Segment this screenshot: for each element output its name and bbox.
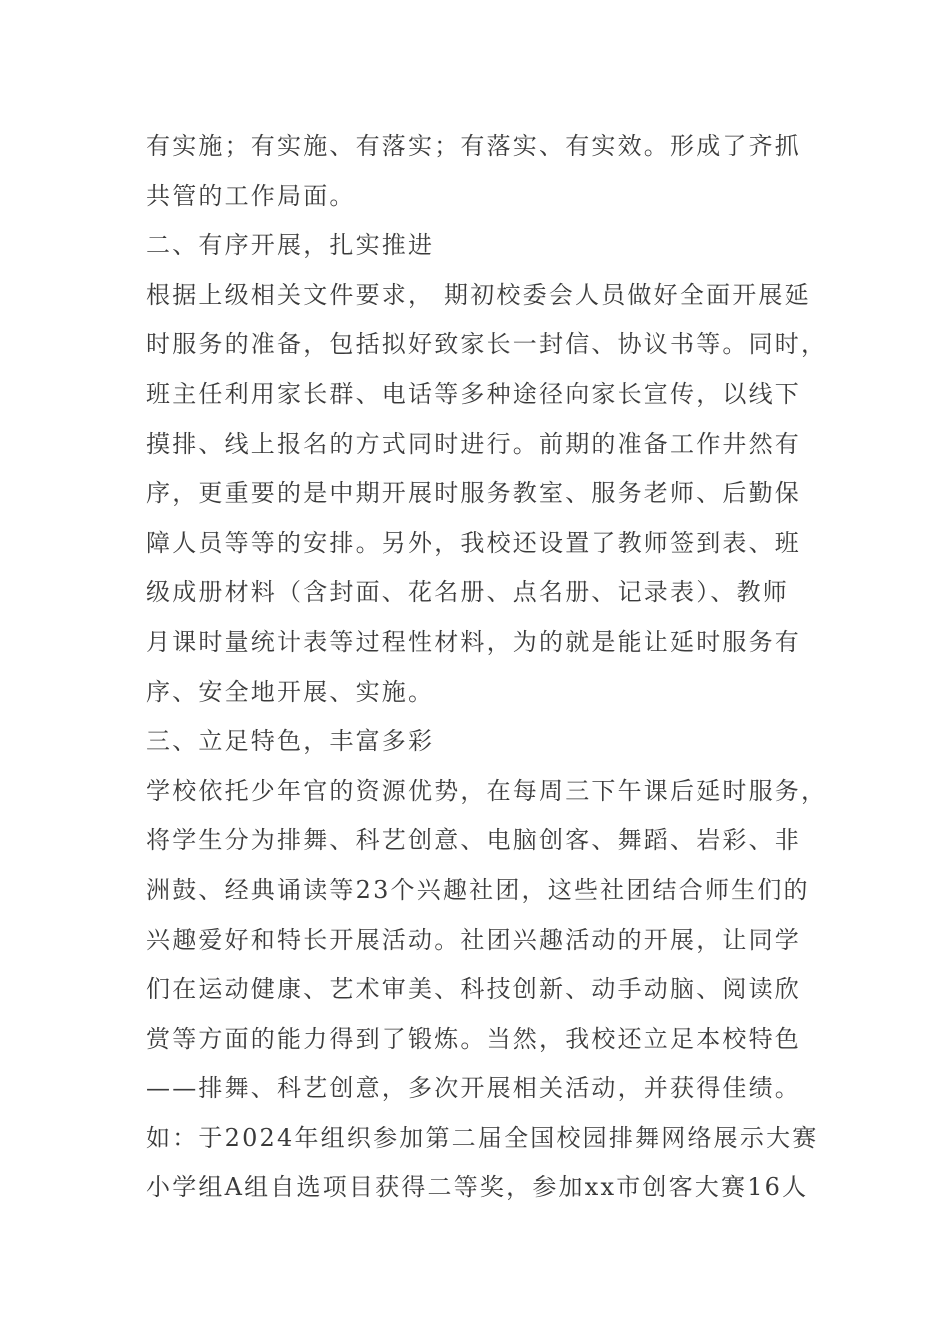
paragraph-line: 洲鼓、经典诵读等23个兴趣社团，这些社团结合师生们的 (146, 875, 810, 904)
document-body (146, 122, 828, 1213)
paragraph-line: 共管的工作局面。 (146, 181, 356, 210)
paragraph-line: 班主任利用家长群、电话等多种途径向家长宣传，以线下 (146, 379, 801, 408)
paragraph-line: 障人员等等的安排。另外，我校还设置了教师签到表、班 (146, 528, 801, 557)
paragraph-line: 月课时量统计表等过程性材料，为的就是能让延时服务有 (146, 627, 801, 656)
paragraph-line: 摸排、线上报名的方式同时进行。前期的准备工作井然有 (146, 429, 801, 458)
paragraph-line: 如：于2024年组织参加第二届全国校园排舞网络展示大赛 (146, 1123, 819, 1152)
paragraph-line: ——排舞、科艺创意，多次开展相关活动，并获得佳绩。 (146, 1074, 801, 1103)
paragraph-line: 兴趣爱好和特长开展活动。社团兴趣活动的开展，让同学 (146, 925, 801, 954)
paragraph-line: 时服务的准备，包括拟好致家长一封信、协议书等。同时， (146, 330, 828, 359)
paragraph-line: 序，更重要的是中期开展时服务教室、服务老师、后勤保 (146, 479, 801, 508)
paragraph-line: 们在运动健康、艺术审美、科技创新、动手动脑、阅读欣 (146, 975, 801, 1004)
paragraph-line: 根据上级相关文件要求， 期初校委会人员做好全面开展延 (146, 280, 811, 309)
paragraph-line: 序、安全地开展、实施。 (146, 677, 435, 706)
paragraph-line: 小学组A组自选项目获得二等奖，参加xx市创客大赛16人 (146, 1173, 809, 1202)
paragraph-line: 有实施；有实施、有落实；有落实、有实效。形成了齐抓 (146, 132, 801, 160)
paragraph-line: 赏等方面的能力得到了锻炼。当然，我校还立足本校特色 (146, 1024, 801, 1053)
paragraph-line: 级成册材料（含封面、花名册、点名册、记录表）、教师 (146, 578, 789, 607)
section-heading: 三、立足特色，丰富多彩 (146, 727, 435, 756)
paragraph-line: 学校依托少年官的资源优势，在每周三下午课后延时服务， (146, 776, 828, 805)
paragraph-line: 将学生分为排舞、科艺创意、电脑创客、舞蹈、岩彩、非 (146, 826, 801, 855)
section-heading: 二、有序开展，扎实推进 (146, 231, 435, 260)
